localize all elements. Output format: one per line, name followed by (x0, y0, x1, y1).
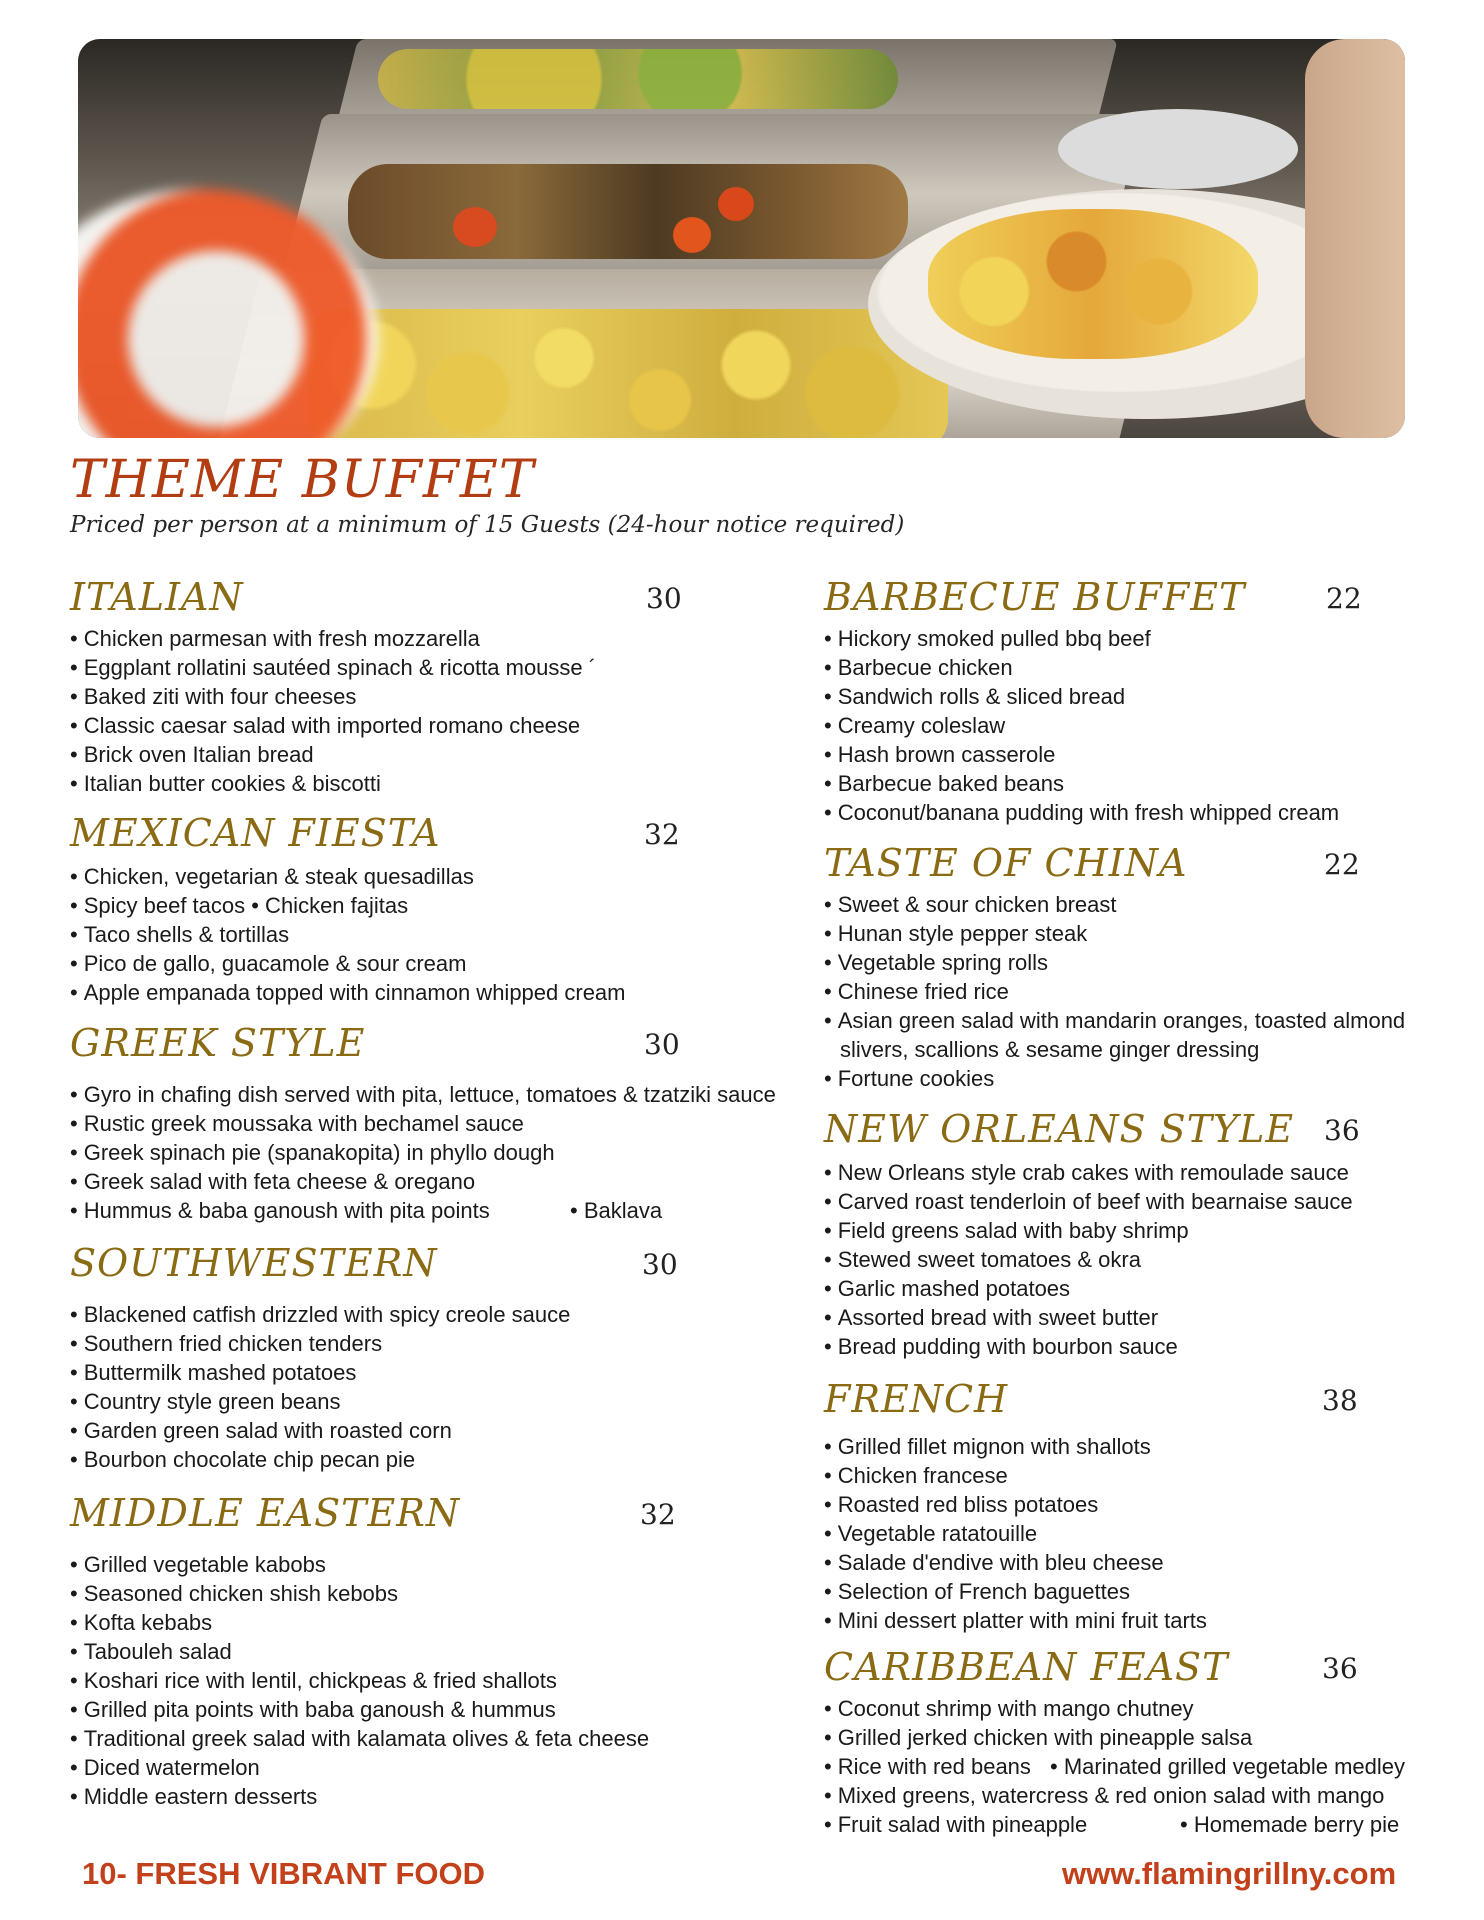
section-southwestern (70, 1240, 710, 1474)
menu-item: • Greek salad with feta cheese & oregano (70, 1169, 476, 1194)
section-title: GREEK STYLE (70, 1021, 366, 1065)
section-title: ITALIAN (70, 575, 244, 619)
menu-item: • Brick oven Italian bread (70, 742, 314, 767)
menu-item: • Middle eastern desserts (70, 1784, 318, 1809)
menu-item: • Assorted bread with sweet butter (824, 1305, 1159, 1330)
section-caribbean-feast (824, 1644, 1464, 1839)
section-title: BARBECUE BUFFET (824, 575, 1246, 619)
menu-item: • Creamy coleslaw (824, 713, 1006, 738)
menu-item: • Grilled vegetable kabobs (70, 1552, 326, 1577)
footer-website-link[interactable]: www.flamingrillny.com (1062, 1856, 1397, 1891)
menu-item-continuation: slivers, scallions & sesame ginger dressing (840, 1037, 1260, 1062)
menu-item: • Spicy beef tacos • Chicken fajitas (70, 893, 409, 918)
section-price: 22 (1326, 582, 1362, 615)
section-price: 22 (1324, 848, 1360, 881)
page-title: THEME BUFFET (70, 450, 535, 510)
section-italian (70, 574, 710, 798)
menu-item: • Chicken parmesan with fresh mozzarella (70, 626, 480, 651)
menu-item: • Hash brown casserole (824, 742, 1056, 767)
section-title: MEXICAN FIESTA (70, 811, 441, 855)
menu-item: • Stewed sweet tomatoes & okra (824, 1247, 1141, 1272)
section-price: 30 (642, 1248, 678, 1281)
menu-item: • Buttermilk mashed potatoes (70, 1360, 357, 1385)
menu-item: • Chicken francese (824, 1463, 1008, 1488)
menu-item: • New Orleans style crab cakes with remoulade sauce (824, 1160, 1349, 1185)
menu-item: • Grilled jerked chicken with pineapple salsa (824, 1725, 1253, 1750)
menu-item: • Diced watermelon (70, 1755, 260, 1780)
menu-item: • Chicken, vegetarian & steak quesadillas (70, 864, 474, 889)
menu-item: • Selection of French baguettes (824, 1579, 1130, 1604)
section-price: 32 (640, 1498, 676, 1531)
section-price: 38 (1322, 1384, 1358, 1417)
menu-item: • Seasoned chicken shish kebobs (70, 1581, 399, 1606)
menu-item: • Coconut/banana pudding with fresh whipped cream (824, 800, 1340, 825)
menu-item: • Greek spinach pie (spanakopita) in phyllo dough (70, 1140, 555, 1165)
menu-item: • Grilled pita points with baba ganoush & hummus (70, 1697, 556, 1722)
menu-item: • Pico de gallo, guacamole & sour cream (70, 951, 467, 976)
section-mexican-fiesta (70, 810, 710, 1007)
section-barbecue-buffet (824, 574, 1444, 827)
menu-item: • Barbecue chicken (824, 655, 1013, 680)
section-price: 30 (646, 582, 682, 615)
section-price: 32 (644, 818, 680, 851)
menu-item: • Gyro in chafing dish served with pita, lettuce, tomatoes & tzatziki sauce (70, 1082, 776, 1107)
menu-item: • Asian green salad with mandarin oranges, toasted almond (824, 1008, 1406, 1033)
menu-item: • Carved roast tenderloin of beef with bearnaise sauce (824, 1189, 1353, 1214)
menu-item: • Traditional greek salad with kalamata olives & feta cheese (70, 1726, 650, 1751)
menu-item: • Garlic mashed potatoes (824, 1276, 1071, 1301)
menu-item: • Country style green beans (70, 1389, 341, 1414)
menu-item: • Southern fried chicken tenders (70, 1331, 383, 1356)
menu-item: • Hunan style pepper steak (824, 921, 1088, 946)
section-title: CARIBBEAN FEAST (824, 1645, 1229, 1689)
menu-item: • Hummus & baba ganoush with pita points • Baklava (70, 1198, 663, 1223)
menu-item: • Vegetable ratatouille (824, 1521, 1038, 1546)
menu-item: • Garden green salad with roasted corn (70, 1418, 452, 1443)
menu-item: • Grilled fillet mignon with shallots (824, 1434, 1151, 1459)
page-subtitle: Priced per person at a minimum of 15 Guests (24-hour notice required) (70, 512, 905, 538)
menu-item: • Eggplant rollatini sautéed spinach & ricotta mousse ´ (70, 655, 597, 680)
section-price: 36 (1322, 1652, 1358, 1685)
menu-item: • Rustic greek moussaka with bechamel sauce (70, 1111, 524, 1136)
menu-item: • Taco shells & tortillas (70, 922, 290, 947)
section-title: TASTE OF CHINA (824, 841, 1188, 885)
menu-item: • Mini dessert platter with mini fruit tarts (824, 1608, 1207, 1633)
menu-item: • Blackened catfish drizzled with spicy creole sauce (70, 1302, 571, 1327)
section-taste-of-china (824, 840, 1444, 1093)
menu-item: • Fortune cookies (824, 1066, 995, 1091)
section-price: 30 (644, 1028, 680, 1061)
menu-item: • Koshari rice with lentil, chickpeas & fried shallots (70, 1668, 557, 1693)
menu-item: • Sandwich rolls & sliced bread (824, 684, 1126, 709)
menu-item: • Bread pudding with bourbon sauce (824, 1334, 1178, 1359)
section-title: FRENCH (824, 1377, 1009, 1421)
menu-item-extra: • Baklava (570, 1198, 663, 1223)
menu-item: • Bourbon chocolate chip pecan pie (70, 1447, 416, 1472)
menu-item: • Baked ziti with four cheeses (70, 684, 357, 709)
menu-item: • Tabouleh salad (70, 1639, 232, 1664)
menu-item-extra: • Homemade berry pie (1180, 1812, 1400, 1837)
section-title: SOUTHWESTERN (70, 1241, 438, 1285)
menu-item: • Mixed greens, watercress & red onion salad with mango (824, 1783, 1385, 1808)
section-middle-eastern (70, 1490, 770, 1811)
menu-item: • Roasted red bliss potatoes (824, 1492, 1099, 1517)
section-greek-style (70, 1020, 810, 1225)
menu-item: • Field greens salad with baby shrimp (824, 1218, 1189, 1243)
menu-item: • Sweet & sour chicken breast (824, 892, 1117, 917)
section-french (824, 1376, 1444, 1635)
menu-item: • Apple empanada topped with cinnamon whipped cream (70, 980, 626, 1005)
menu-item: • Barbecue baked beans (824, 771, 1064, 796)
section-title: NEW ORLEANS STYLE (824, 1107, 1295, 1151)
menu-item: • Rice with red beans • Marinated grilled vegetable medley (824, 1754, 1406, 1779)
hero-buffet-photo (78, 39, 1405, 438)
menu-item: • Coconut shrimp with mango chutney (824, 1696, 1194, 1721)
menu-item: • Chinese fried rice (824, 979, 1009, 1004)
menu-item: • Salade d'endive with bleu cheese (824, 1550, 1164, 1575)
section-title: MIDDLE EASTERN (70, 1491, 461, 1535)
menu-item: • Classic caesar salad with imported romano cheese (70, 713, 581, 738)
footer-page-label: 10- FRESH VIBRANT FOOD (82, 1856, 486, 1891)
menu-item: • Vegetable spring rolls (824, 950, 1049, 975)
menu-item: • Hickory smoked pulled bbq beef (824, 626, 1151, 651)
menu-item-extra: • Marinated grilled vegetable medley (1050, 1754, 1406, 1779)
menu-item: • Fruit salad with pineapple • Homemade berry pie (824, 1812, 1400, 1837)
menu-item: • Italian butter cookies & biscotti (70, 771, 381, 796)
section-new-orleans-style (824, 1106, 1444, 1361)
menu-item: • Kofta kebabs (70, 1610, 213, 1635)
section-price: 36 (1324, 1114, 1360, 1147)
